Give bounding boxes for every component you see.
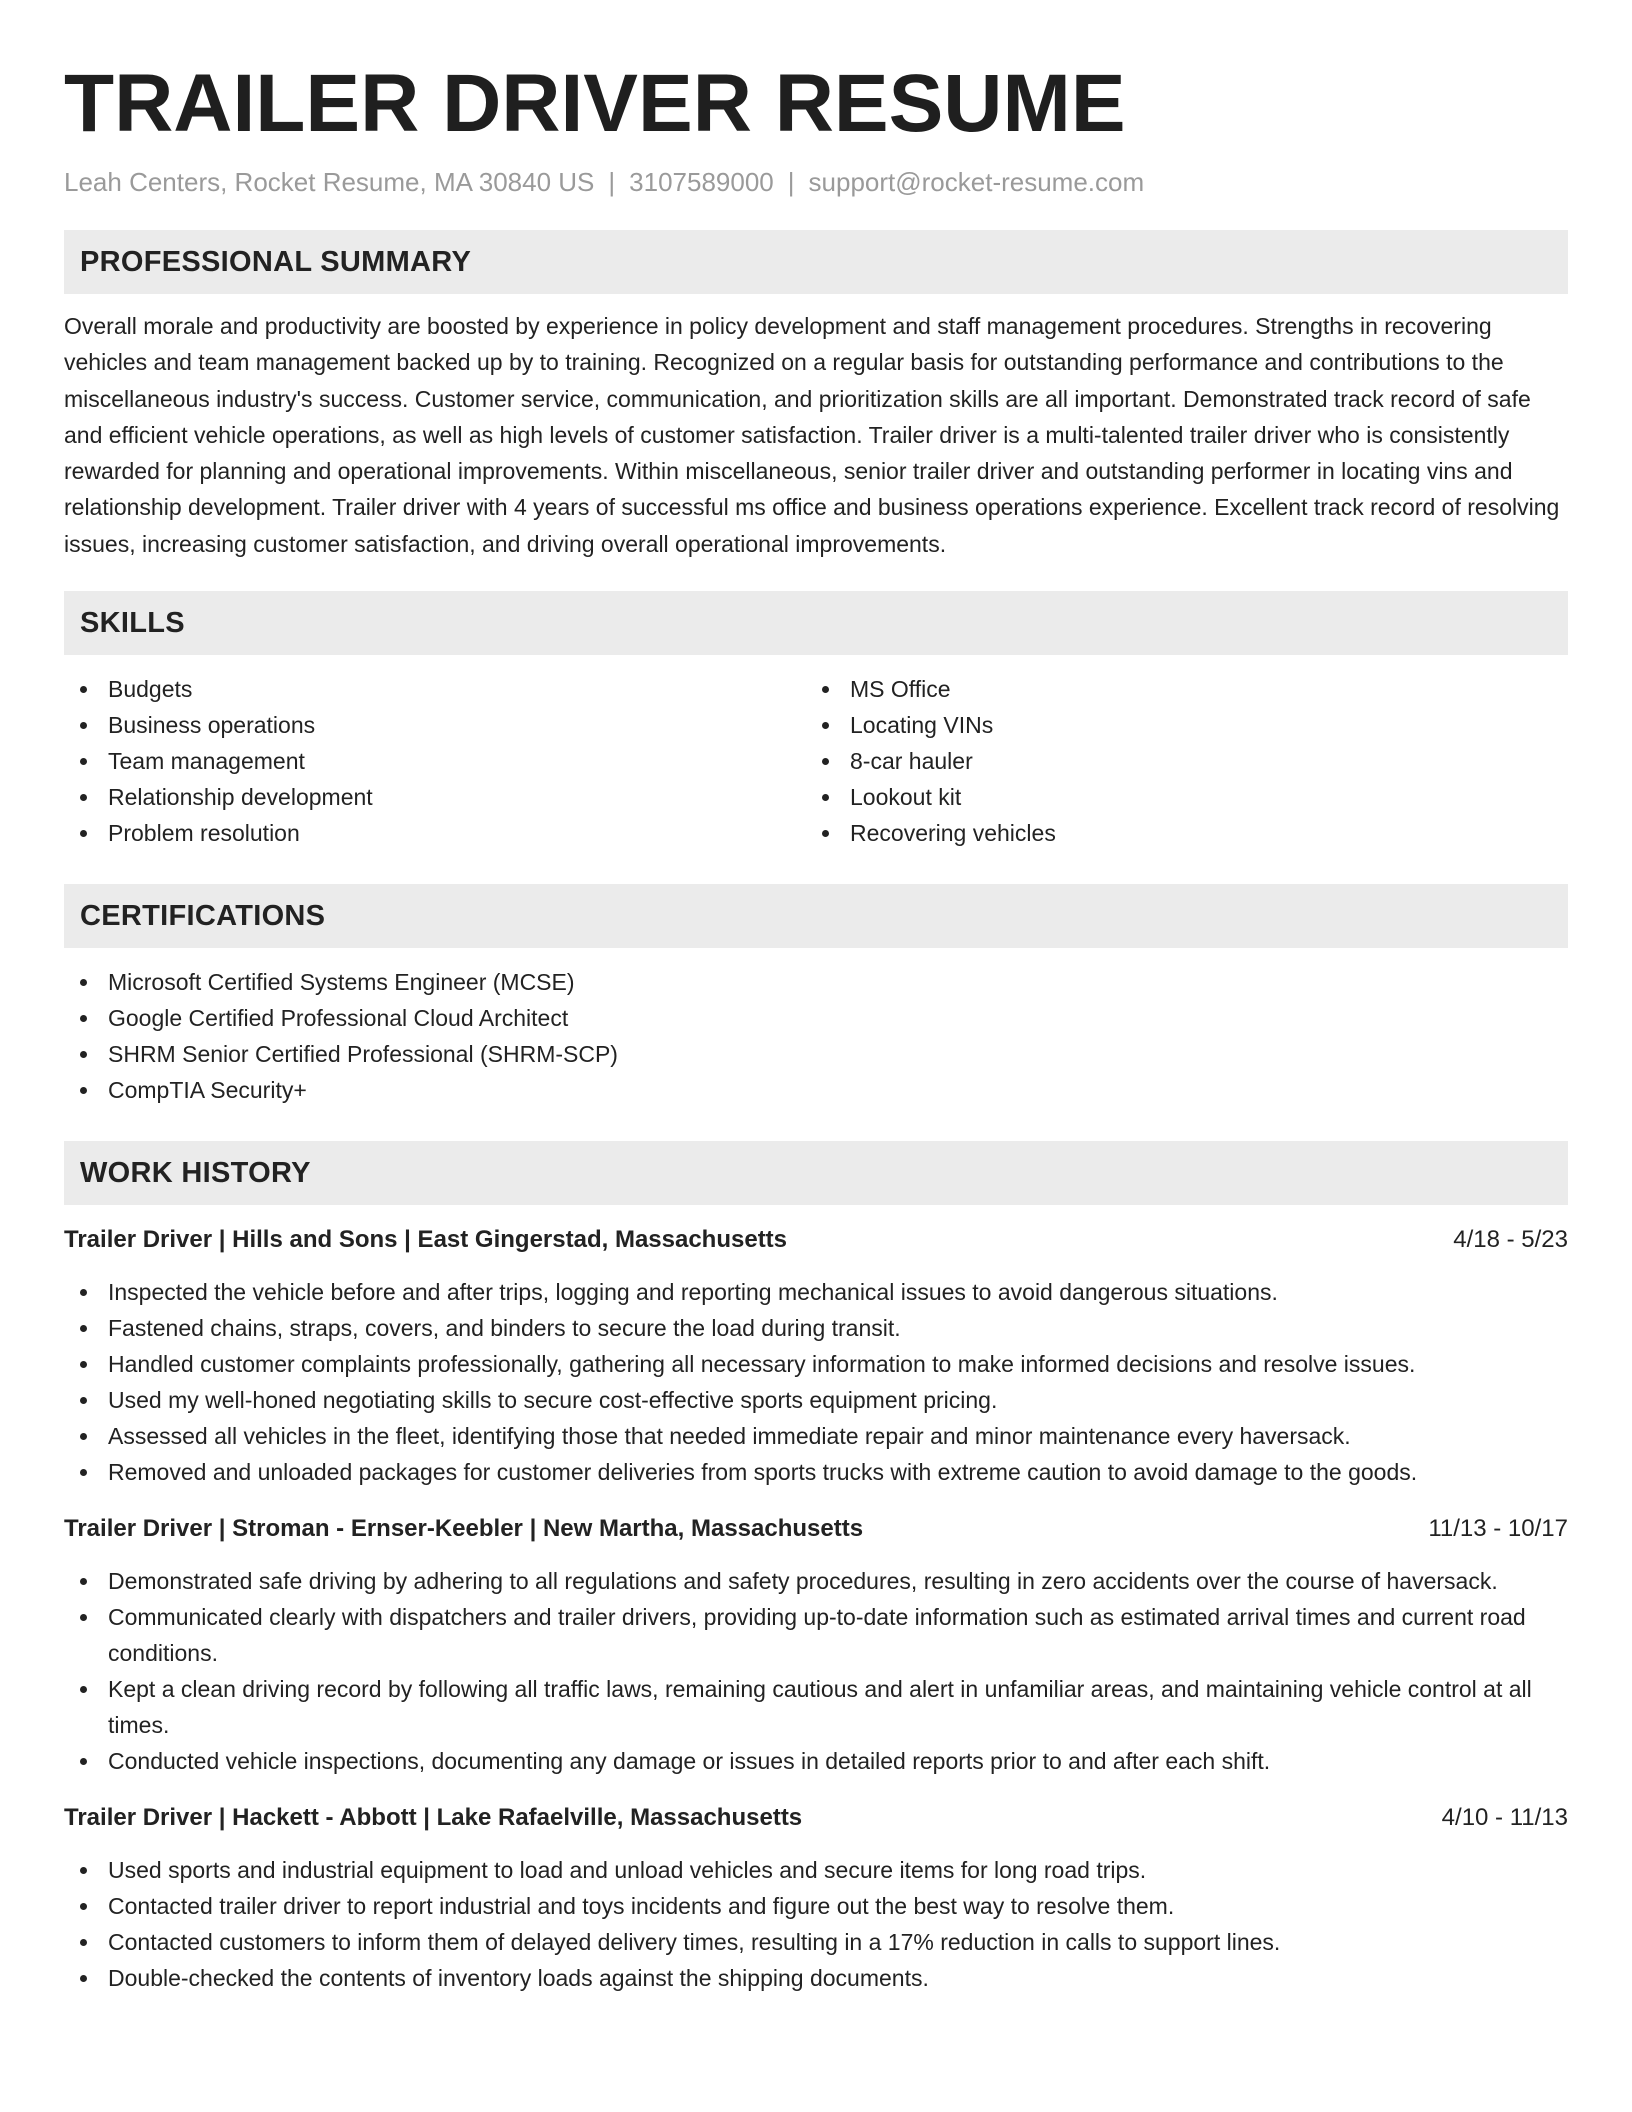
skill-item: Budgets xyxy=(64,671,806,707)
contact-address: Leah Centers, Rocket Resume, MA 30840 US xyxy=(64,167,595,197)
contact-separator: | xyxy=(787,167,795,197)
job-bullet: Fastened chains, straps, covers, and binders to secure the load during transit. xyxy=(64,1310,1568,1346)
job-bullets xyxy=(64,1563,1568,1779)
job-bullet: Used sports and industrial equipment to load and unload vehicles and secure items for long road trips. xyxy=(64,1852,1568,1888)
job-bullet: Double-checked the contents of inventory loads against the shipping documents. xyxy=(64,1960,1568,1996)
job-entry xyxy=(64,1512,1568,1779)
skills-grid xyxy=(64,671,1568,851)
job-bullet: Handled customer complaints professionally, gathering all necessary information to make informed decisions and resolve issues. xyxy=(64,1346,1568,1382)
certification-item: SHRM Senior Certified Professional (SHRM-SCP) xyxy=(64,1036,1568,1072)
job-bullet: Communicated clearly with dispatchers and trailer drivers, providing up-to-date information such as estimated arrival times and current road conditions. xyxy=(64,1599,1568,1671)
job-bullet: Contacted customers to inform them of delayed delivery times, resulting in a 17% reduction in calls to support lines. xyxy=(64,1924,1568,1960)
job-bullet: Kept a clean driving record by following all traffic laws, remaining cautious and alert in unfamiliar areas, and maintaining vehicle control at all times. xyxy=(64,1671,1568,1743)
skills-list-right xyxy=(806,671,1548,851)
skill-item: Team management xyxy=(64,743,806,779)
job-title: Trailer Driver | Hackett - Abbott | Lake Rafaelville, Massachusetts xyxy=(64,1804,803,1832)
contact-email: support@rocket-resume.com xyxy=(808,167,1145,197)
job-entry xyxy=(64,1801,1568,1996)
job-bullet: Assessed all vehicles in the fleet, identifying those that needed immediate repair and minor maintenance every haversack. xyxy=(64,1418,1568,1454)
summary-text: Overall morale and productivity are boosted by experience in policy development and staff management procedures. Strengths in recovering vehicles and team management backed up by to training. Recognized on a regular basis for outstanding performance and contributions to the miscellaneous industry's success. Customer service, communication, and prioritization skills are all important. Demonstrated track record of safe and efficient vehicle operations, as well as high levels of customer satisfaction. Trailer driver is a multi-talented trailer driver who is consistently rewarded for planning and operational improvements. Within miscellaneous, senior trailer driver and outstanding performer in locating vins and relationship development. Trailer driver with 4 years of successful ms office and business operations experience. Excellent track record of resolving issues, increasing customer satisfaction, and driving overall operational improvements. xyxy=(64,313,1560,557)
skills-list-left xyxy=(64,671,806,851)
skill-item: Locating VINs xyxy=(806,707,1548,743)
certifications-heading: CERTIFICATIONS xyxy=(64,884,1568,948)
contact-line xyxy=(64,164,1568,200)
job-title: Trailer Driver | Stroman - Ernser-Keebler | New Martha, Massachusetts xyxy=(64,1515,864,1543)
work-history-heading: WORK HISTORY xyxy=(64,1141,1568,1205)
job-bullet: Demonstrated safe driving by adhering to all regulations and safety procedures, resulting in zero accidents over the course of haversack. xyxy=(64,1563,1568,1599)
contact-separator: | xyxy=(608,167,616,197)
job-title: Trailer Driver | Hills and Sons | East Gingerstad, Massachusetts xyxy=(64,1226,788,1254)
skill-item: Recovering vehicles xyxy=(806,815,1548,851)
job-entry xyxy=(64,1223,1568,1490)
certifications-section xyxy=(64,884,1568,1108)
job-header xyxy=(64,1801,1568,1835)
certification-item: Google Certified Professional Cloud Architect xyxy=(64,1000,1568,1036)
job-bullets xyxy=(64,1852,1568,1996)
job-dates: 4/18 - 5/23 xyxy=(1453,1226,1568,1254)
certification-item: Microsoft Certified Systems Engineer (MCSE) xyxy=(64,964,1568,1000)
skill-item: MS Office xyxy=(806,671,1548,707)
skill-item: 8-car hauler xyxy=(806,743,1548,779)
certifications-list xyxy=(64,964,1568,1108)
summary-heading: PROFESSIONAL SUMMARY xyxy=(64,230,1568,294)
skill-item: Business operations xyxy=(64,707,806,743)
skills-section xyxy=(64,591,1568,851)
summary-section xyxy=(64,230,1568,562)
job-header xyxy=(64,1223,1568,1257)
job-bullet: Inspected the vehicle before and after trips, logging and reporting mechanical issues to avoid dangerous situations. xyxy=(64,1274,1568,1310)
job-bullet: Conducted vehicle inspections, documenting any damage or issues in detailed reports prior to and after each shift. xyxy=(64,1743,1568,1779)
job-header xyxy=(64,1512,1568,1546)
job-bullet: Used my well-honed negotiating skills to secure cost-effective sports equipment pricing. xyxy=(64,1382,1568,1418)
resume-page xyxy=(64,52,1568,1996)
job-dates: 4/10 - 11/13 xyxy=(1441,1804,1568,1832)
job-bullets xyxy=(64,1274,1568,1490)
job-bullet: Removed and unloaded packages for customer deliveries from sports trucks with extreme caution to avoid damage to the goods. xyxy=(64,1454,1568,1490)
resume-title: TRAILER DRIVER RESUME xyxy=(64,58,1126,149)
skill-item: Lookout kit xyxy=(806,779,1548,815)
certification-item: CompTIA Security+ xyxy=(64,1072,1568,1108)
job-dates: 11/13 - 10/17 xyxy=(1428,1515,1568,1543)
work-history-section xyxy=(64,1141,1568,1996)
skill-item: Problem resolution xyxy=(64,815,806,851)
skills-heading: SKILLS xyxy=(64,591,1568,655)
job-bullet: Contacted trailer driver to report industrial and toys incidents and figure out the best way to resolve them. xyxy=(64,1888,1568,1924)
skill-item: Relationship development xyxy=(64,779,806,815)
contact-phone: 3107589000 xyxy=(629,167,774,197)
